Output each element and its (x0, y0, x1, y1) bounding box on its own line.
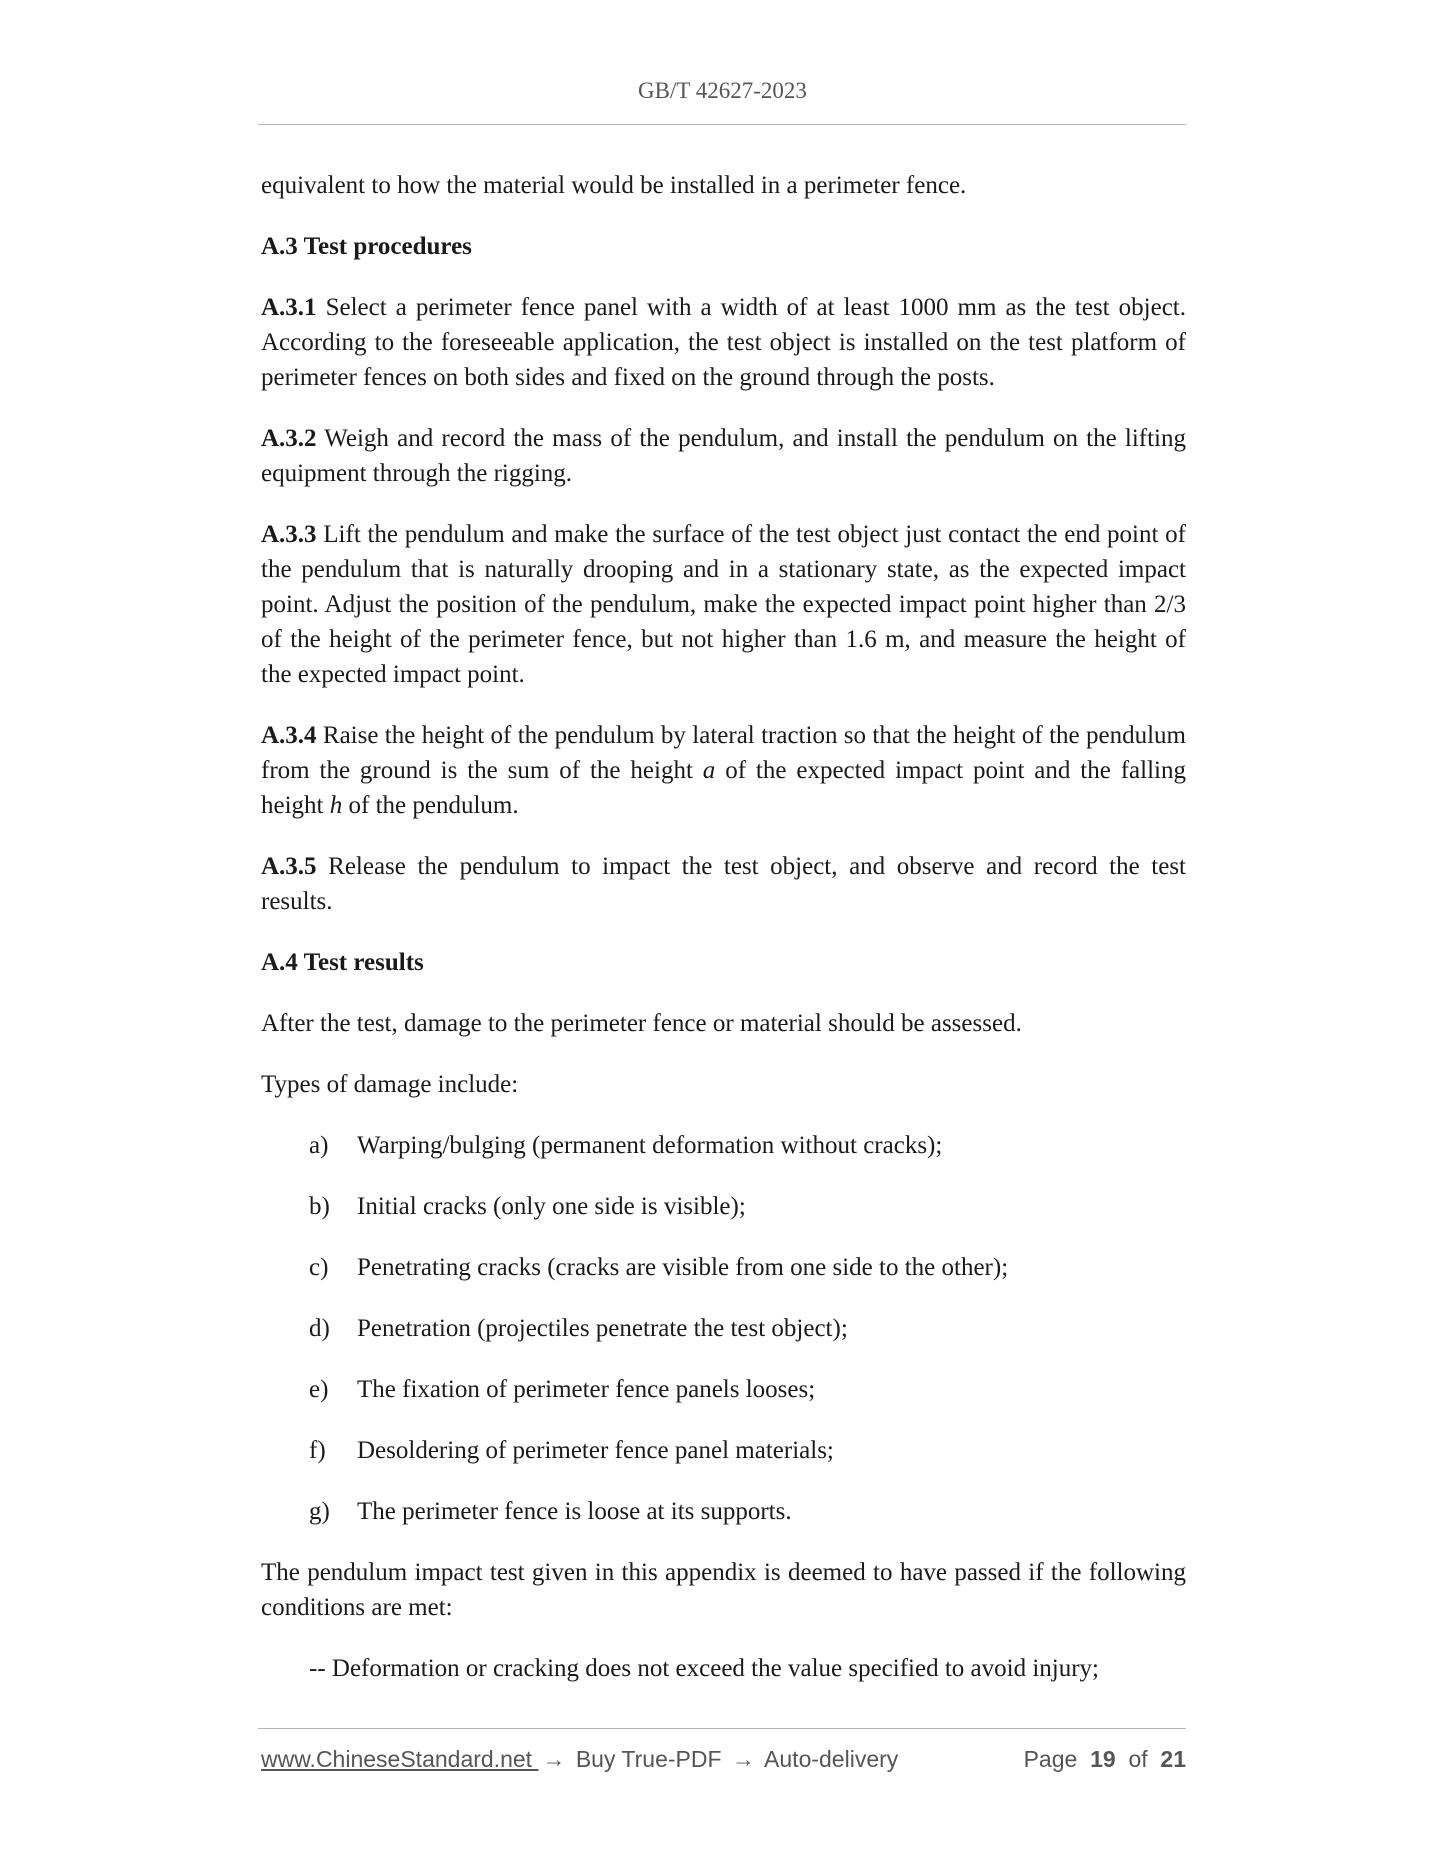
section-heading-a4: A.4 Test results (261, 949, 424, 976)
buy-true-pdf-text: Buy True-PDF (569, 1746, 728, 1772)
total-pages: 21 (1160, 1746, 1186, 1772)
clause-text: Release the pendulum to impact the test object, and observe and record the test results. (261, 853, 1186, 915)
list-item (261, 1433, 1186, 1468)
variable-a: a (702, 757, 716, 784)
footer-links (261, 1746, 898, 1773)
list-item (261, 1311, 1186, 1346)
clause-number: A.3.1 (261, 294, 317, 321)
of-label: of (1128, 1746, 1148, 1772)
page-content (261, 168, 1186, 1712)
list-item (261, 1250, 1186, 1285)
arrow-right-icon: → (542, 1746, 566, 1772)
clause-a3-1 (261, 290, 1186, 395)
page-label: Page (1023, 1746, 1078, 1772)
clause-text: Weigh and record the mass of the pendulum, and install the pendulum on the lifting equipment through the rigging. (261, 425, 1186, 487)
clause-a3-5 (261, 849, 1186, 919)
clause-text: Select a perimeter fence panel with a width of at least 1000 mm as the test object. According to the foreseeable application, the test object is installed on the test platform of perimeter fences on both sides and fixed on the ground through the posts. (261, 294, 1186, 391)
clause-a3-3 (261, 517, 1186, 692)
list-item-text: The fixation of perimeter fence panels looses; (357, 1376, 816, 1403)
clause-text: of the pendulum. (342, 792, 519, 819)
list-marker: c) (309, 1254, 329, 1281)
arrow-right-icon: → (731, 1746, 755, 1772)
list-item (261, 1189, 1186, 1224)
damage-types-list (261, 1128, 1186, 1529)
page-number (1024, 1746, 1186, 1773)
clause-a3-4 (261, 718, 1186, 823)
list-marker: g) (309, 1498, 330, 1525)
footer-rule (258, 1728, 1186, 1729)
clause-number: A.3.3 (261, 521, 317, 548)
clause-text: Lift the pendulum and make the surface of the test object just contact the end point of the pendulum that is naturally drooping and in a stationary state, as the expected impact point. Adjust the position of the pendulum, make the expected impact point higher than 2/3 of the height of the perimeter fence, but not higher than 1.6 m, and measure the height of the expected impact point. (261, 521, 1186, 688)
current-page: 19 (1090, 1746, 1116, 1772)
list-item (261, 1494, 1186, 1529)
auto-delivery-text: Auto-delivery (758, 1746, 899, 1772)
clause-text: of the expected impact point and the falling height (261, 757, 1186, 819)
list-marker: e) (309, 1376, 329, 1403)
list-item-text: Penetration (projectiles penetrate the test object); (357, 1315, 848, 1342)
clause-a3-2 (261, 421, 1186, 491)
list-marker: a) (309, 1132, 329, 1159)
clause-number: A.3.5 (261, 853, 317, 880)
list-item (261, 1372, 1186, 1407)
pass-conditions-paragraph: The pendulum impact test given in this appendix is deemed to have passed if the following conditions are met: (261, 1559, 1186, 1621)
clause-number: A.3.4 (261, 722, 317, 749)
list-marker: f) (309, 1437, 326, 1464)
list-item-text: Desoldering of perimeter fence panel materials; (357, 1437, 834, 1464)
list-item-text: Penetrating cracks (cracks are visible from one side to the other); (357, 1254, 1009, 1281)
header-rule (258, 124, 1186, 125)
list-marker: d) (309, 1315, 330, 1342)
document-id-header: GB/T 42627-2023 (638, 78, 807, 103)
section-heading-a3: A.3 Test procedures (261, 233, 472, 260)
variable-h: h (329, 792, 343, 819)
list-item-text: The perimeter fence is loose at its supports. (357, 1498, 792, 1525)
damage-types-intro: Types of damage include: (261, 1071, 519, 1098)
clause-text: Raise the height of the pendulum by lateral traction so that the height of the pendulum from the ground is the sum of the height (261, 722, 1186, 784)
after-test-paragraph: After the test, damage to the perimeter fence or material should be assessed. (261, 1010, 1022, 1037)
intro-paragraph: equivalent to how the material would be installed in a perimeter fence. (261, 172, 967, 199)
page-footer (261, 1746, 1186, 1773)
condition-item: -- Deformation or cracking does not exceed the value specified to avoid injury; (309, 1655, 1099, 1682)
list-marker: b) (309, 1193, 330, 1220)
clause-number: A.3.2 (261, 425, 317, 452)
list-item-text: Warping/bulging (permanent deformation without cracks); (357, 1132, 943, 1159)
list-item-text: Initial cracks (only one side is visible); (357, 1193, 746, 1220)
list-item (261, 1128, 1186, 1163)
chinesestandard-link[interactable]: www.ChineseStandard.net (261, 1746, 539, 1772)
